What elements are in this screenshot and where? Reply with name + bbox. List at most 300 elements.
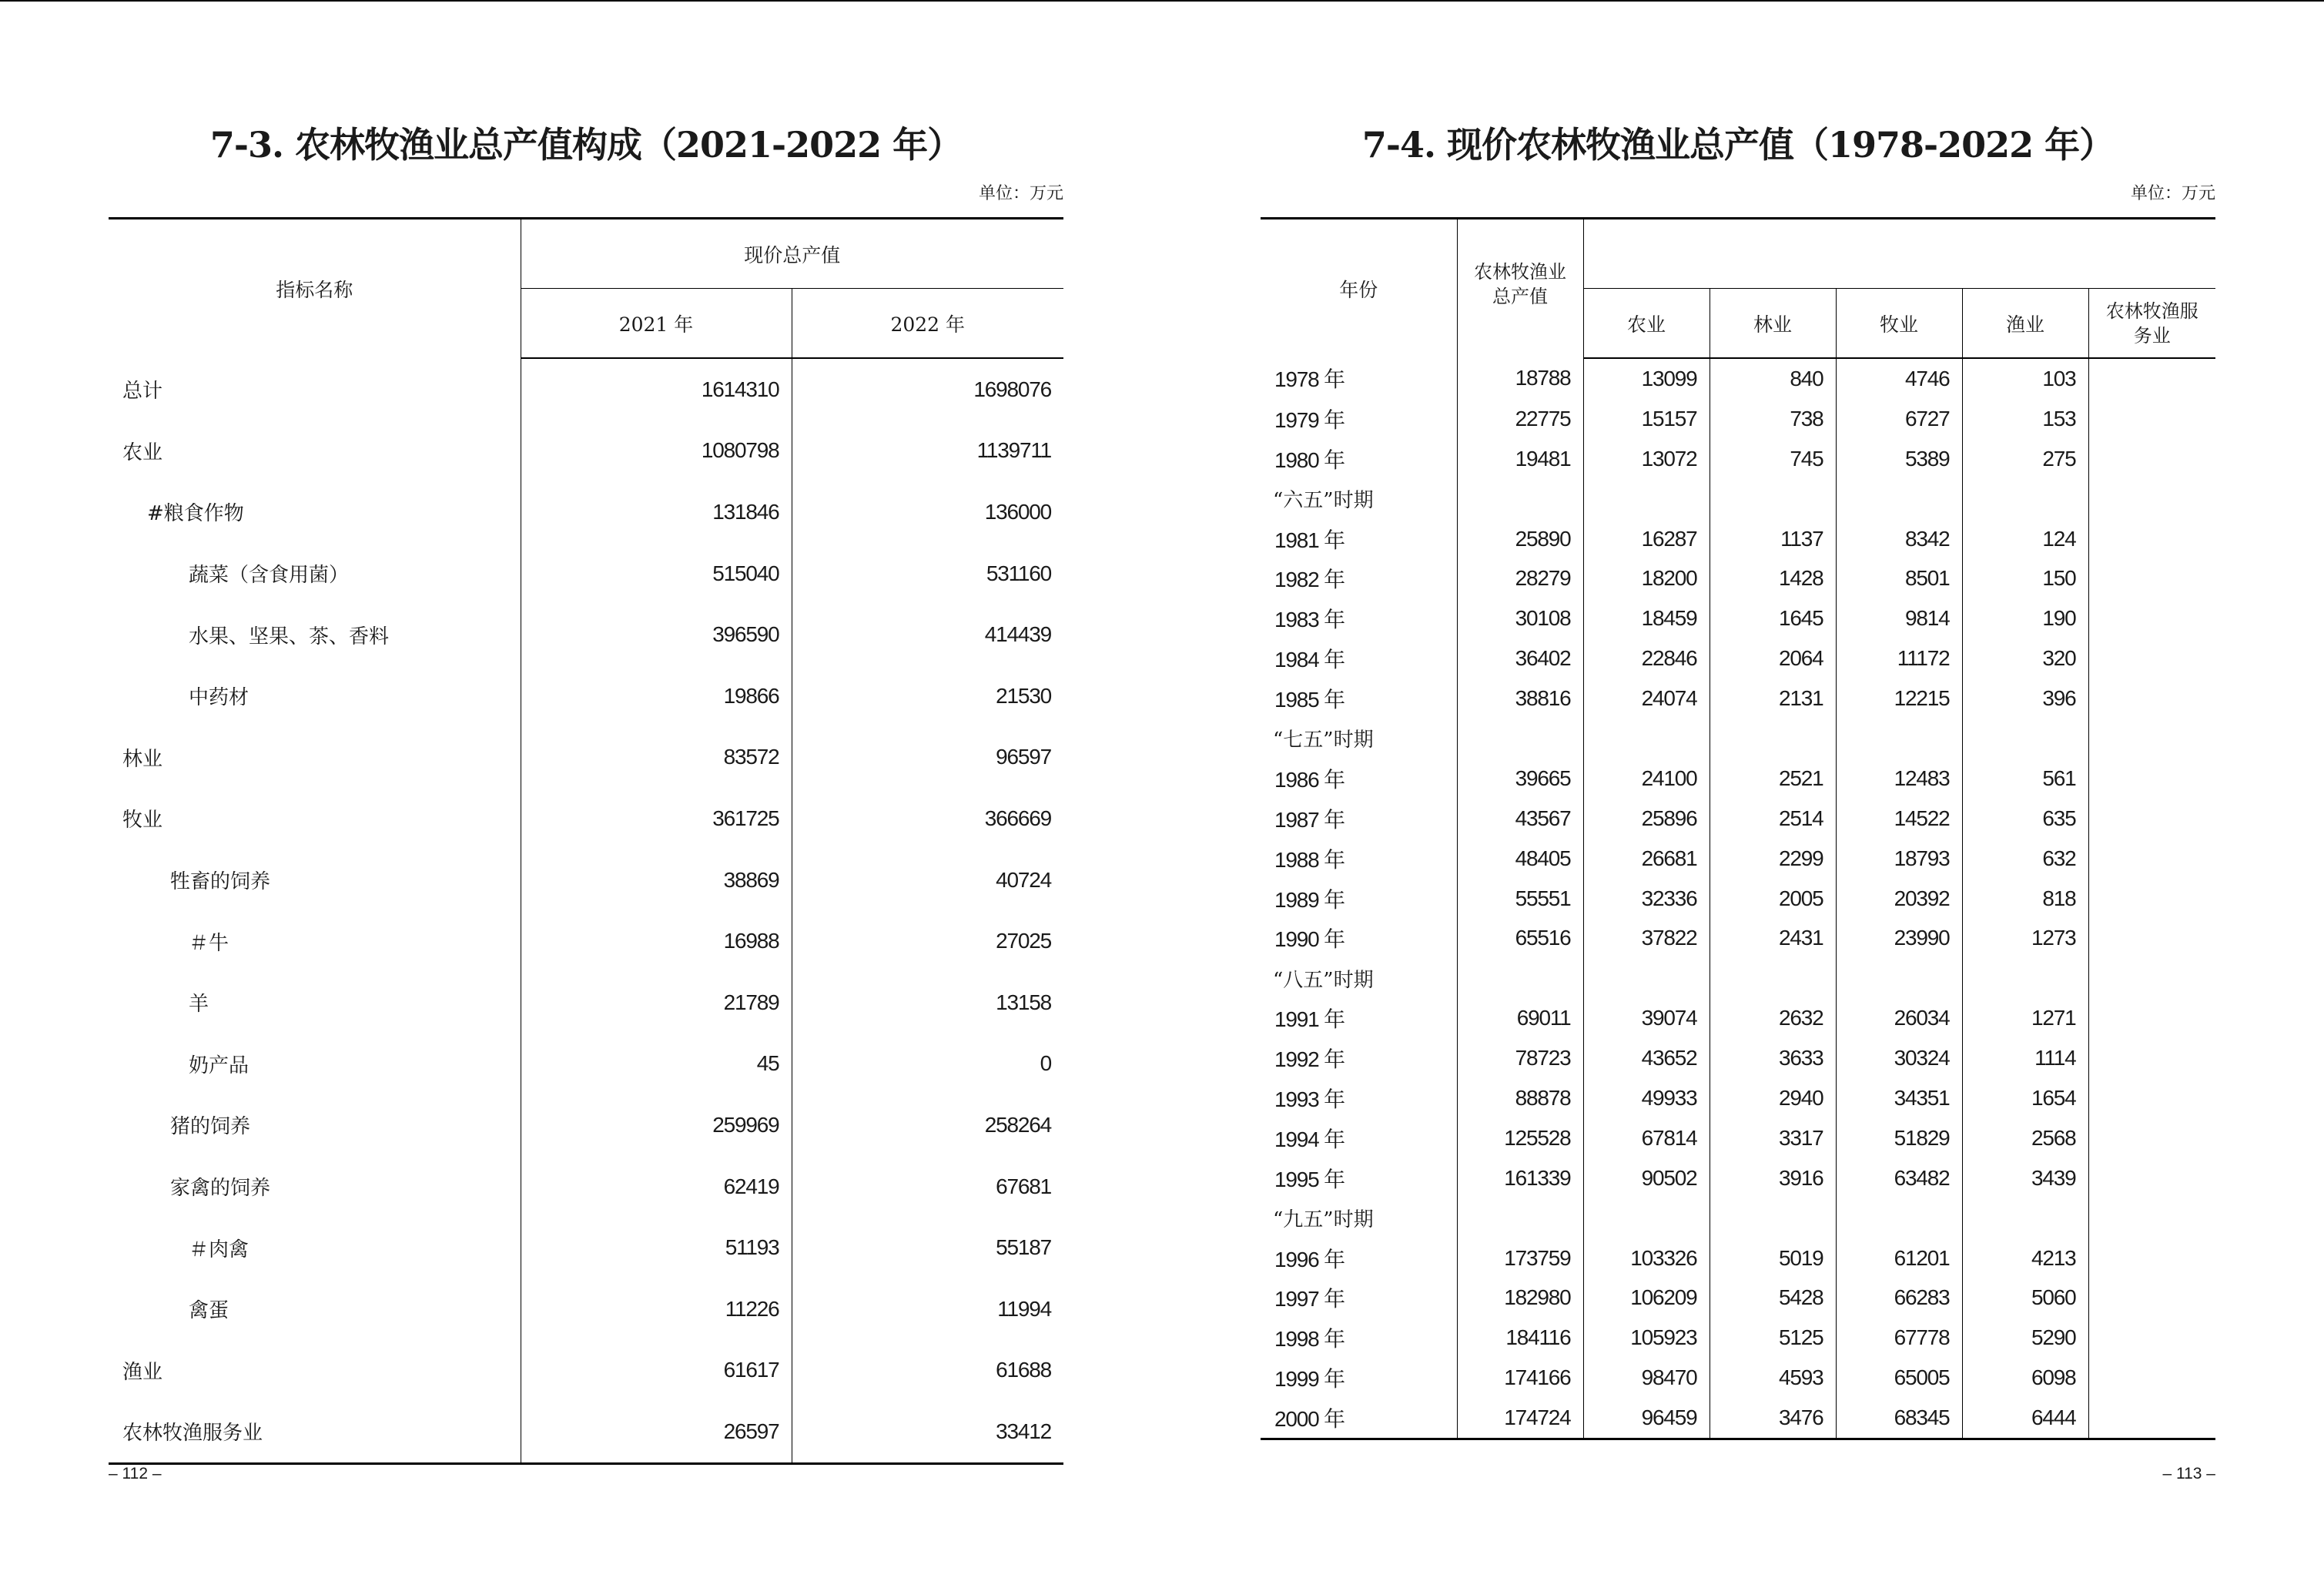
year-cell: 1991 年 [1261, 998, 1457, 1038]
empty-cell [2088, 1198, 2215, 1238]
agriculture-cell: 18459 [1583, 598, 1710, 638]
value-2021-cell: 45 [521, 1034, 792, 1095]
period-label: “九五”时期 [1261, 1198, 1457, 1238]
value-2021-cell: 259969 [521, 1094, 792, 1156]
total-cell: 161339 [1457, 1158, 1583, 1198]
animal-husbandry-cell: 68345 [1836, 1398, 1962, 1439]
agriculture-cell: 13099 [1583, 358, 1710, 399]
value-2022-cell: 258264 [984, 1112, 1052, 1137]
header-forestry: 林业 [1710, 289, 1836, 359]
agriculture-cell: 43652 [1583, 1038, 1710, 1078]
table-row [109, 665, 1063, 727]
year-cell: 1978 年 [1261, 358, 1457, 399]
table-row [109, 1156, 1063, 1218]
forestry-cell: 1645 [1710, 598, 1836, 638]
year-cell: 1983 年 [1261, 598, 1457, 638]
empty-cell [1583, 479, 1710, 519]
agriculture-cell: 106209 [1583, 1278, 1710, 1318]
empty-cell [1962, 958, 2088, 998]
agriculture-cell: 26681 [1583, 839, 1710, 879]
table-row [1261, 1118, 2215, 1158]
fishery-cell: 1114 [1962, 1038, 2088, 1078]
fishery-cell: 124 [1962, 519, 2088, 559]
total-cell: 48405 [1457, 839, 1583, 879]
header-animal-husbandry: 牧业 [1836, 289, 1962, 359]
empty-cell [1457, 479, 1583, 519]
fishery-cell: 150 [1962, 558, 2088, 598]
fishery-cell: 4213 [1962, 1238, 2088, 1278]
indicator-cell: 农林牧渔服务业 [109, 1401, 521, 1463]
table-row [1261, 519, 2215, 559]
header-total [1457, 219, 1583, 359]
agriculture-cell: 39074 [1583, 998, 1710, 1038]
agriculture-cell: 15157 [1583, 399, 1710, 439]
animal-husbandry-cell: 23990 [1836, 918, 1962, 958]
table-7-4-title: 7-4. 现价农林牧渔业总产值（1978-2022 年） [1361, 124, 2115, 166]
indicator-cell: #粮食作物 [109, 481, 521, 543]
forestry-cell: 2431 [1710, 918, 1836, 958]
animal-husbandry-cell: 9814 [1836, 598, 1962, 638]
total-cell: 174724 [1457, 1398, 1583, 1439]
table-row [109, 1340, 1063, 1402]
table-row [109, 543, 1063, 605]
empty-cell [1583, 958, 1710, 998]
empty-cell [2088, 958, 2215, 998]
table-row [109, 849, 1063, 911]
empty-cell [2088, 719, 2215, 759]
fishery-cell: 561 [1962, 759, 2088, 799]
forestry-cell: 2005 [1710, 879, 1836, 919]
service-cell [2088, 678, 2215, 719]
period-label: “八五”时期 [1261, 958, 1457, 998]
indicator-cell: 农业 [109, 420, 521, 482]
year-cell: 1979 年 [1261, 399, 1457, 439]
table-row [1261, 839, 2215, 879]
forestry-cell: 3633 [1710, 1038, 1836, 1078]
total-cell: 18788 [1457, 358, 1583, 399]
animal-husbandry-cell: 12215 [1836, 678, 1962, 719]
empty-cell [1836, 958, 1962, 998]
forestry-cell: 5125 [1710, 1318, 1836, 1358]
empty-cell [1710, 479, 1836, 519]
agriculture-cell: 90502 [1583, 1158, 1710, 1198]
fishery-cell: 1654 [1962, 1078, 2088, 1118]
fishery-cell: 275 [1962, 439, 2088, 479]
table-row [109, 358, 1063, 420]
fishery-cell: 103 [1962, 358, 2088, 399]
total-cell: 22775 [1457, 399, 1583, 439]
service-cell [2088, 519, 2215, 559]
year-cell: 1999 年 [1261, 1358, 1457, 1398]
empty-cell [1457, 958, 1583, 998]
table-row [1261, 1238, 2215, 1278]
total-cell: 19481 [1457, 439, 1583, 479]
left-page [109, 0, 1063, 1588]
forestry-cell: 2514 [1710, 799, 1836, 839]
empty-cell [1710, 958, 1836, 998]
total-cell: 69011 [1457, 998, 1583, 1038]
service-cell [2088, 358, 2215, 399]
year-cell: 1986 年 [1261, 759, 1457, 799]
header-2022: 2022 年 [792, 289, 1063, 359]
year-cell: 1996 年 [1261, 1238, 1457, 1278]
forestry-cell: 840 [1710, 358, 1836, 399]
table-row [1261, 439, 2215, 479]
fishery-cell: 153 [1962, 399, 2088, 439]
table-row [1261, 1358, 2215, 1398]
animal-husbandry-cell: 14522 [1836, 799, 1962, 839]
table-row [1261, 678, 2215, 719]
empty-cell [1962, 719, 2088, 759]
service-cell [2088, 1238, 2215, 1278]
header-current-price-group: 现价总产值 [521, 219, 1063, 289]
indicator-cell: 猪的饲养 [109, 1094, 521, 1156]
animal-husbandry-cell: 26034 [1836, 998, 1962, 1038]
header-year: 年份 [1261, 219, 1457, 359]
total-cell: 25890 [1457, 519, 1583, 559]
year-cell: 1981 年 [1261, 519, 1457, 559]
value-2022-cell: 1139711 [976, 438, 1052, 463]
table-row [1261, 1398, 2215, 1439]
fishery-cell: 6444 [1962, 1398, 2088, 1439]
table-row [1261, 1278, 2215, 1318]
service-cell [2088, 1318, 2215, 1358]
fishery-cell: 396 [1962, 678, 2088, 719]
period-row [1261, 958, 2215, 998]
empty-cell [1962, 479, 2088, 519]
indicator-cell: 总计 [109, 358, 521, 420]
service-cell [2088, 598, 2215, 638]
table-row [109, 1278, 1063, 1340]
fishery-cell: 1271 [1962, 998, 2088, 1038]
agriculture-cell: 49933 [1583, 1078, 1710, 1118]
value-2022-cell: 55187 [996, 1235, 1052, 1260]
service-cell [2088, 1038, 2215, 1078]
fishery-cell: 635 [1962, 799, 2088, 839]
total-cell: 30108 [1457, 598, 1583, 638]
table-7-4-body [1261, 358, 2215, 1439]
year-cell: 1993 年 [1261, 1078, 1457, 1118]
period-label: “七五”时期 [1261, 719, 1457, 759]
value-2021-cell: 51193 [521, 1217, 792, 1278]
value-2021-cell: 21789 [521, 972, 792, 1034]
value-2022-cell: 13158 [996, 990, 1052, 1014]
forestry-cell: 2940 [1710, 1078, 1836, 1118]
forestry-cell: 2521 [1710, 759, 1836, 799]
animal-husbandry-cell: 4746 [1836, 358, 1962, 399]
year-cell: 1985 年 [1261, 678, 1457, 719]
indicator-cell: 中药材 [109, 665, 521, 727]
table-row [109, 1034, 1063, 1095]
service-cell [2088, 1158, 2215, 1198]
agriculture-cell: 37822 [1583, 918, 1710, 958]
value-2022-cell: 531160 [986, 561, 1052, 585]
agriculture-cell: 98470 [1583, 1358, 1710, 1398]
service-cell [2088, 1078, 2215, 1118]
table-row [109, 972, 1063, 1034]
year-cell: 1987 年 [1261, 799, 1457, 839]
value-2022-cell: 11994 [997, 1296, 1052, 1321]
forestry-cell: 5019 [1710, 1238, 1836, 1278]
indicator-cell: 蔬菜（含食用菌） [109, 543, 521, 605]
table-7-4 [1261, 217, 2215, 1440]
fishery-cell: 2568 [1962, 1118, 2088, 1158]
service-cell [2088, 759, 2215, 799]
table-row [109, 727, 1063, 789]
page-number-right: – 113 – [2162, 1465, 2215, 1482]
value-2021-cell: 61617 [521, 1340, 792, 1402]
indicator-cell: 牲畜的饲养 [109, 849, 521, 911]
agriculture-cell: 18200 [1583, 558, 1710, 598]
forestry-cell: 3317 [1710, 1118, 1836, 1158]
value-2022-cell: 136000 [984, 499, 1052, 524]
total-cell: 173759 [1457, 1238, 1583, 1278]
year-cell: 1994 年 [1261, 1118, 1457, 1158]
right-page [1261, 0, 2215, 1588]
table-row [109, 1217, 1063, 1278]
year-cell: 1982 年 [1261, 558, 1457, 598]
fishery-cell: 632 [1962, 839, 2088, 879]
empty-cell [1710, 1198, 1836, 1238]
table-row [1261, 399, 2215, 439]
animal-husbandry-cell: 12483 [1836, 759, 1962, 799]
indicator-cell: 牧业 [109, 788, 521, 849]
animal-husbandry-cell: 51829 [1836, 1118, 1962, 1158]
header-service [2088, 289, 2215, 359]
animal-husbandry-cell: 11172 [1836, 638, 1962, 678]
forestry-cell: 2131 [1710, 678, 1836, 719]
value-2022-cell: 414439 [984, 622, 1052, 647]
animal-husbandry-cell: 6727 [1836, 399, 1962, 439]
empty-cell [1583, 1198, 1710, 1238]
header-indicator: 指标名称 [109, 219, 521, 359]
empty-cell [1710, 719, 1836, 759]
year-cell: 1995 年 [1261, 1158, 1457, 1198]
agriculture-cell: 105923 [1583, 1318, 1710, 1358]
fishery-cell: 320 [1962, 638, 2088, 678]
value-2022-cell: 33412 [996, 1419, 1052, 1443]
value-2022-cell: 40724 [996, 867, 1052, 892]
value-2022-cell: 0 [1040, 1051, 1052, 1076]
service-cell [2088, 1358, 2215, 1398]
table-row [1261, 1318, 2215, 1358]
agriculture-cell: 16287 [1583, 519, 1710, 559]
animal-husbandry-cell: 66283 [1836, 1278, 1962, 1318]
indicator-cell: 羊 [109, 972, 521, 1034]
header-agriculture: 农业 [1583, 289, 1710, 359]
header-total-text: 农林牧渔业总产值 [1474, 261, 1566, 307]
value-2021-cell: 16988 [521, 910, 792, 972]
total-cell: 38816 [1457, 678, 1583, 719]
service-cell [2088, 839, 2215, 879]
indicator-cell: 渔业 [109, 1340, 521, 1402]
value-2021-cell: 62419 [521, 1156, 792, 1218]
table-row [1261, 759, 2215, 799]
forestry-cell: 1137 [1710, 519, 1836, 559]
forestry-cell: 2064 [1710, 638, 1836, 678]
period-row [1261, 479, 2215, 519]
agriculture-cell: 32336 [1583, 879, 1710, 919]
period-label: “六五”时期 [1261, 479, 1457, 519]
forestry-cell: 5428 [1710, 1278, 1836, 1318]
service-cell [2088, 558, 2215, 598]
header-subgroup-spacer [1583, 219, 2215, 289]
animal-husbandry-cell: 65005 [1836, 1358, 1962, 1398]
total-cell: 125528 [1457, 1118, 1583, 1158]
empty-cell [1836, 1198, 1962, 1238]
value-2022-cell: 67681 [996, 1174, 1052, 1198]
table-7-4-unit: 单位：万元 [2130, 184, 2215, 203]
table-row [109, 1094, 1063, 1156]
empty-cell [1583, 719, 1710, 759]
total-cell: 78723 [1457, 1038, 1583, 1078]
empty-cell [1457, 719, 1583, 759]
year-cell: 1997 年 [1261, 1278, 1457, 1318]
agriculture-cell: 22846 [1583, 638, 1710, 678]
agriculture-cell: 24074 [1583, 678, 1710, 719]
year-cell: 1989 年 [1261, 879, 1457, 919]
header-2021: 2021 年 [521, 289, 792, 359]
value-2022-cell: 96597 [996, 745, 1052, 769]
table-row [1261, 558, 2215, 598]
value-2021-cell: 1614310 [521, 358, 792, 420]
animal-husbandry-cell: 18793 [1836, 839, 1962, 879]
value-2021-cell: 19866 [521, 665, 792, 727]
header-fishery: 渔业 [1962, 289, 2088, 359]
total-cell: 55551 [1457, 879, 1583, 919]
period-row [1261, 1198, 2215, 1238]
service-cell [2088, 638, 2215, 678]
year-cell: 1980 年 [1261, 439, 1457, 479]
service-cell [2088, 1278, 2215, 1318]
fishery-cell: 3439 [1962, 1158, 2088, 1198]
table-row [1261, 358, 2215, 399]
total-cell: 174166 [1457, 1358, 1583, 1398]
year-cell: 2000 年 [1261, 1398, 1457, 1439]
forestry-cell: 738 [1710, 399, 1836, 439]
agriculture-cell: 103326 [1583, 1238, 1710, 1278]
total-cell: 65516 [1457, 918, 1583, 958]
service-cell [2088, 998, 2215, 1038]
value-2022-cell: 27025 [996, 929, 1052, 953]
forestry-cell: 3916 [1710, 1158, 1836, 1198]
fishery-cell: 1273 [1962, 918, 2088, 958]
header-service-text: 农林牧渔服务业 [2105, 300, 2198, 347]
service-cell [2088, 799, 2215, 839]
animal-husbandry-cell: 20392 [1836, 879, 1962, 919]
animal-husbandry-cell: 63482 [1836, 1158, 1962, 1198]
value-2022-cell: 1698076 [973, 377, 1052, 401]
service-cell [2088, 879, 2215, 919]
indicator-cell: 林业 [109, 727, 521, 789]
fishery-cell: 818 [1962, 879, 2088, 919]
forestry-cell: 1428 [1710, 558, 1836, 598]
forestry-cell: 2299 [1710, 839, 1836, 879]
value-2021-cell: 11226 [521, 1278, 792, 1340]
year-cell: 1990 年 [1261, 918, 1457, 958]
indicator-cell: 禽蛋 [109, 1278, 521, 1340]
animal-husbandry-cell: 5389 [1836, 439, 1962, 479]
animal-husbandry-cell: 30324 [1836, 1038, 1962, 1078]
forestry-cell: 3476 [1710, 1398, 1836, 1439]
service-cell [2088, 439, 2215, 479]
year-cell: 1988 年 [1261, 839, 1457, 879]
table-7-3-unit: 单位：万元 [978, 184, 1063, 203]
year-cell: 1992 年 [1261, 1038, 1457, 1078]
value-2021-cell: 361725 [521, 788, 792, 849]
table-row [109, 481, 1063, 543]
service-cell [2088, 1398, 2215, 1439]
table-row [109, 910, 1063, 972]
page-number-left: – 112 – [109, 1465, 162, 1482]
total-cell: 39665 [1457, 759, 1583, 799]
agriculture-cell: 24100 [1583, 759, 1710, 799]
table-7-3-body [109, 358, 1063, 1463]
table-7-3-title: 7-3. 农林牧渔业总产值构成（2021-2022 年） [209, 124, 963, 166]
forestry-cell: 4593 [1710, 1358, 1836, 1398]
value-2021-cell: 1080798 [521, 420, 792, 482]
forestry-cell: 2632 [1710, 998, 1836, 1038]
indicator-cell: 水果、坚果、茶、香料 [109, 604, 521, 665]
empty-cell [1836, 479, 1962, 519]
table-row [1261, 1038, 2215, 1078]
value-2021-cell: 396590 [521, 604, 792, 665]
table-row [109, 420, 1063, 482]
animal-husbandry-cell: 61201 [1836, 1238, 1962, 1278]
total-cell: 184116 [1457, 1318, 1583, 1358]
total-cell: 28279 [1457, 558, 1583, 598]
animal-husbandry-cell: 8342 [1836, 519, 1962, 559]
indicator-cell: ＃肉禽 [109, 1217, 521, 1278]
table-row [1261, 598, 2215, 638]
animal-husbandry-cell: 8501 [1836, 558, 1962, 598]
agriculture-cell: 25896 [1583, 799, 1710, 839]
value-2021-cell: 131846 [521, 481, 792, 543]
fishery-cell: 5290 [1962, 1318, 2088, 1358]
table-row [1261, 638, 2215, 678]
table-row [1261, 1078, 2215, 1118]
table-row [1261, 799, 2215, 839]
forestry-cell: 745 [1710, 439, 1836, 479]
empty-cell [1457, 1198, 1583, 1238]
service-cell [2088, 918, 2215, 958]
agriculture-cell: 13072 [1583, 439, 1710, 479]
table-row [1261, 879, 2215, 919]
table-row [109, 1401, 1063, 1463]
animal-husbandry-cell: 67778 [1836, 1318, 1962, 1358]
indicator-cell: 奶产品 [109, 1034, 521, 1095]
value-2022-cell: 21530 [996, 683, 1052, 708]
fishery-cell: 5060 [1962, 1278, 2088, 1318]
empty-cell [1962, 1198, 2088, 1238]
value-2021-cell: 83572 [521, 727, 792, 789]
period-row [1261, 719, 2215, 759]
table-row [1261, 918, 2215, 958]
empty-cell [1836, 719, 1962, 759]
total-cell: 182980 [1457, 1278, 1583, 1318]
table-row [109, 604, 1063, 665]
year-cell: 1984 年 [1261, 638, 1457, 678]
animal-husbandry-cell: 34351 [1836, 1078, 1962, 1118]
total-cell: 43567 [1457, 799, 1583, 839]
value-2021-cell: 38869 [521, 849, 792, 911]
value-2021-cell: 515040 [521, 543, 792, 605]
year-cell: 1998 年 [1261, 1318, 1457, 1358]
fishery-cell: 6098 [1962, 1358, 2088, 1398]
table-row [1261, 998, 2215, 1038]
indicator-cell: ＃牛 [109, 910, 521, 972]
agriculture-cell: 96459 [1583, 1398, 1710, 1439]
